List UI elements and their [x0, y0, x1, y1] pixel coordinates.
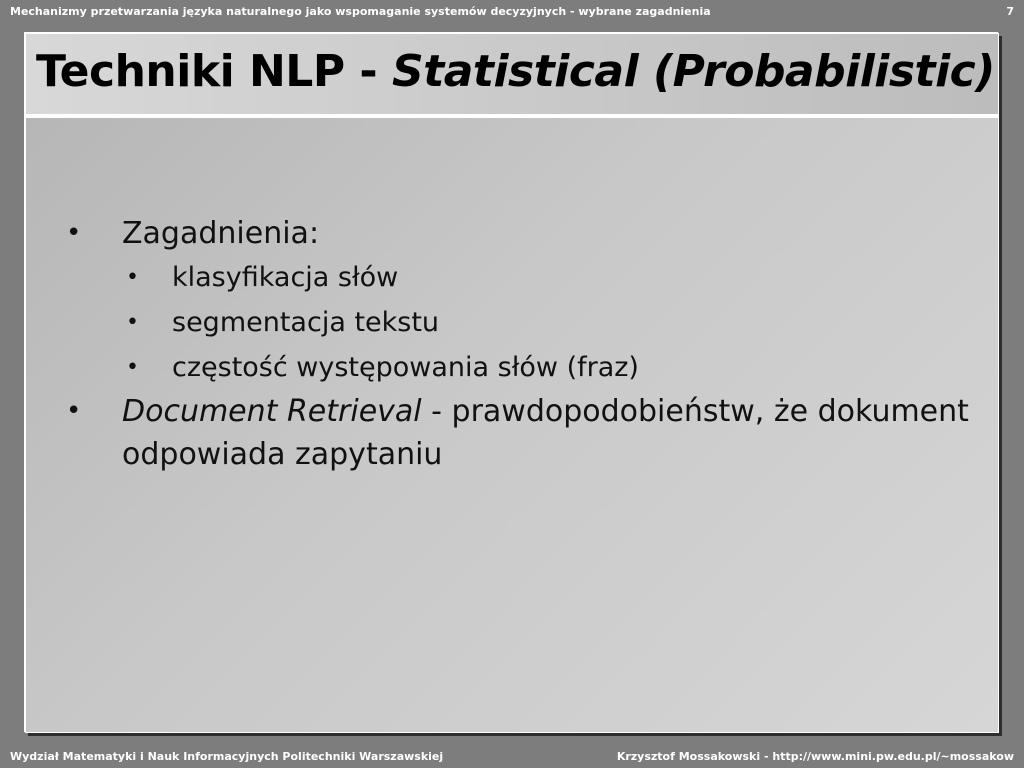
bullet-item-topics — [66, 212, 986, 255]
sub-bullet-item — [66, 345, 986, 390]
slide-panel — [25, 33, 999, 733]
course-title: Mechanizmy przetwarzania języka naturalnego jako wspomaganie systemów decyzyjnych - wybrane zagadnienia — [10, 5, 711, 18]
slide-footer — [0, 744, 1024, 768]
title-band — [26, 34, 998, 114]
bullet-icon: • — [126, 355, 139, 380]
title-plain: Techniki NLP - — [36, 46, 392, 97]
footer-faculty: Wydział Matematyki i Nauk Informacyjnych Politechniki Warszawskiej — [10, 750, 444, 763]
title-divider — [26, 114, 998, 118]
slide-title — [36, 46, 995, 97]
sub-bullet-item — [66, 255, 986, 300]
sub-bullet-text: częstość występowania słów (fraz) — [172, 352, 639, 383]
sub-bullet-text: klasyfikacja słów — [172, 262, 399, 293]
bullet-icon: • — [66, 396, 82, 426]
page-number: 7 — [1006, 5, 1014, 18]
bullet-text-continued: odpowiada zapytaniu — [122, 437, 443, 472]
footer-author: Krzysztof Mossakowski - http://www.mini.pw.edu.pl/~mossakow — [616, 750, 1014, 763]
sub-bullet-item — [66, 300, 986, 345]
bullet-icon: • — [66, 218, 82, 248]
bullet-text-rest: - prawdopodobieństw, że dokument — [421, 394, 969, 429]
sub-bullet-text: segmentacja tekstu — [172, 307, 440, 338]
bullet-icon: • — [126, 310, 139, 335]
bullet-icon: • — [126, 265, 139, 290]
italic-term: Document Retrieval — [122, 394, 422, 429]
bullet-text: Zagadnienia: — [122, 216, 320, 251]
bullet-list — [66, 212, 986, 476]
slide-header — [0, 0, 1024, 26]
bullet-item-document-retrieval — [66, 390, 986, 476]
bullet-text — [122, 394, 969, 472]
title-italic: Statistical (Probabilistic) — [392, 46, 995, 97]
